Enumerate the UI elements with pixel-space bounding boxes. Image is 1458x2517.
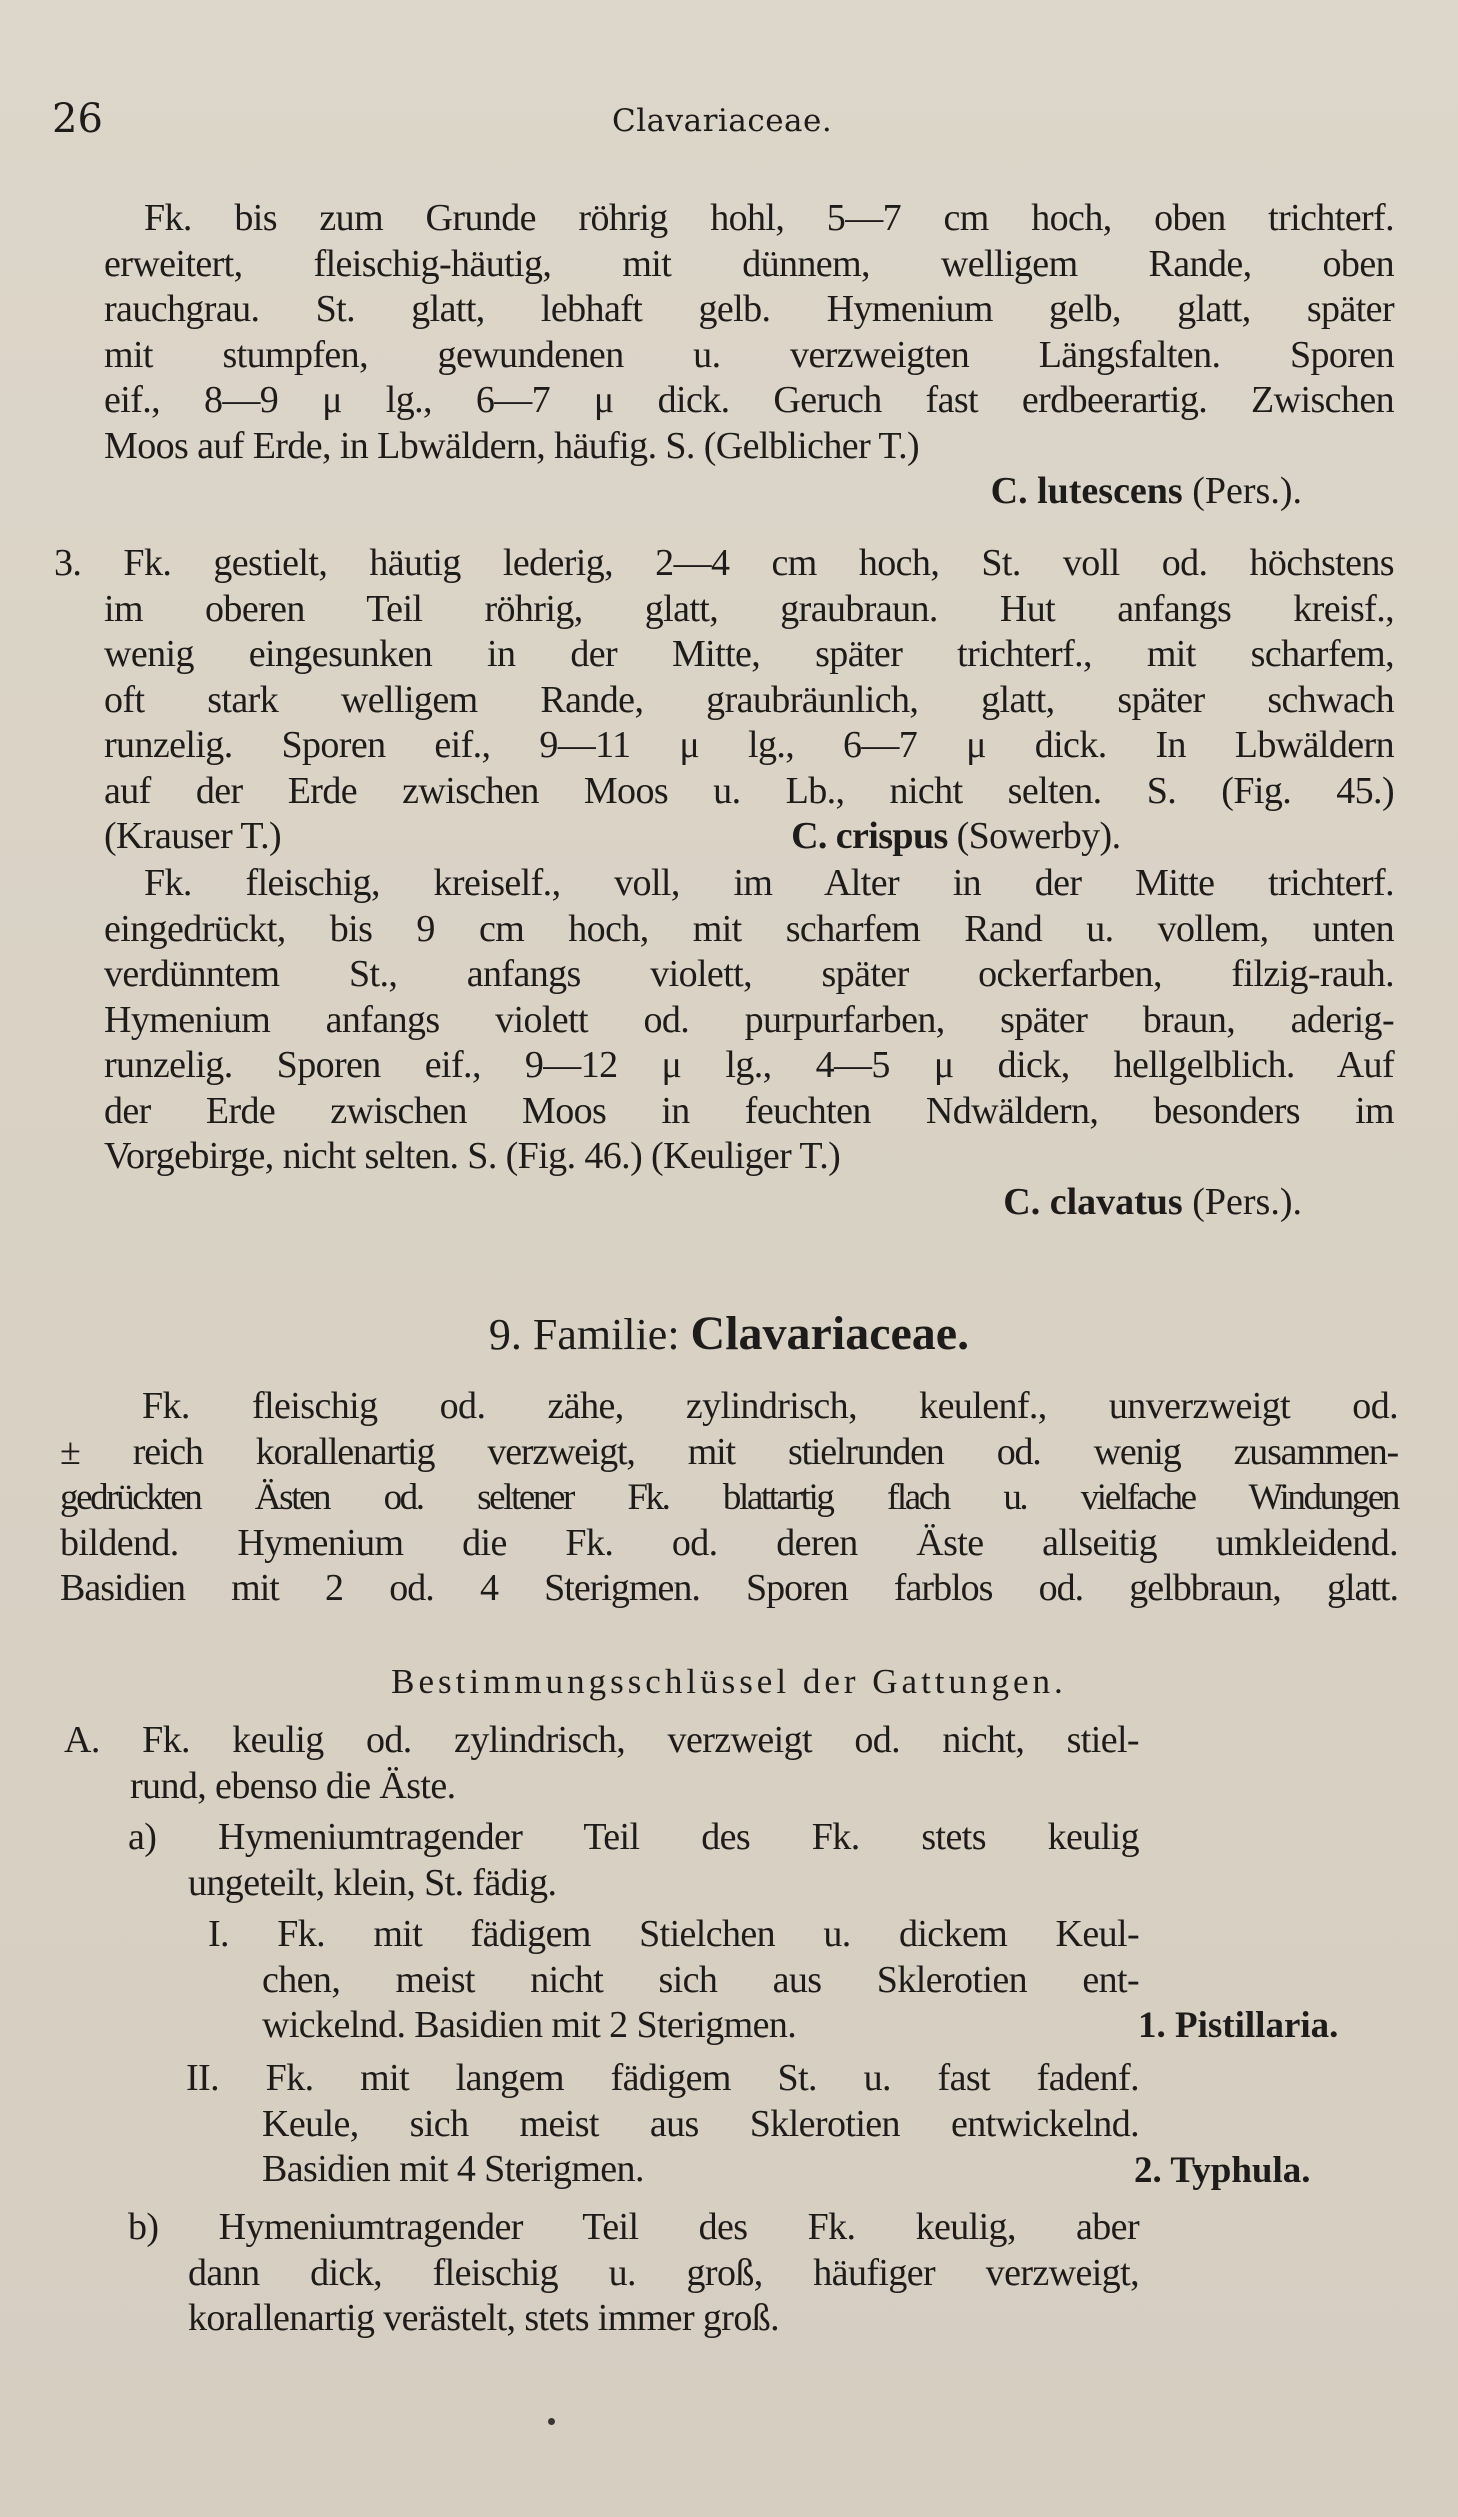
text-line: rauchgrau. St. glatt, lebhaft gelb. Hymenium gelb, glatt, später [104,288,1394,330]
text-line: chen, meist nicht sich aus Sklerotien ent- [262,1958,1139,2001]
text-line: gedrückten Ästen od. seltener Fk. blattartig flach u. vielfache Windungen [60,1477,1398,1518]
key-item-I [208,1912,1139,2049]
print-speck [548,2418,555,2425]
text-line: mit stumpfen, gewundenen u. verzweigten Längsfalten. Sporen [104,333,1394,376]
key-item-A [64,1718,1139,1809]
species-line [54,814,1394,860]
common-name: (Krauser T.) [104,815,282,857]
text-line: wickelnd. Basidien mit 2 Sterigmen. [262,2004,797,2046]
text-line: Hymenium anfangs violett od. purpurfarben, später braun, aderig- [104,998,1394,1041]
species-author: (Sowerby). [956,815,1121,857]
species-name: C. crispus [791,815,948,857]
text-line: I. Fk. mit fädigem Stielchen u. dickem Keul- [208,1913,1139,1955]
key-item-b [128,2205,1139,2342]
text-line: eingedrückt, bis 9 cm hoch, mit scharfem Rand u. vollem, unten [104,907,1394,950]
genus-pistillaria: 1. Pistillaria. [1138,2005,1339,2046]
key-item-a [128,1815,1139,1906]
text-line: Moos auf Erde, in Lbwäldern, häufig. S. (Gelblicher T.) [104,424,920,467]
text-line: II. Fk. mit langem fädigem St. u. fast fadenf. [186,2057,1139,2099]
key-item-II [186,2056,1139,2193]
text-line: Fk. bis zum Grunde röhrig hohl, 5—7 cm hoch, oben trichterf. [144,197,1394,239]
species-author: (Pers.). [1192,470,1302,512]
page-number: 26 [52,96,103,142]
text-line: Basidien mit 2 od. 4 Sterigmen. Sporen farblos od. gelbbraun, glatt. [60,1567,1398,1609]
key-heading: Bestimmungsschlüssel der Gattungen. [391,1662,1067,1701]
family-heading [0,1306,1458,1361]
family-name: Clavariaceae. [690,1307,970,1360]
text-line: auf der Erde zwischen Moos u. Lb., nicht selten. S. (Fig. 45.) [104,769,1394,812]
text-line: rund, ebenso die Äste. [130,1764,456,1807]
text-line: Fk. fleischig, kreiself., voll, im Alter in der Mitte trichterf. [144,862,1394,904]
text-line: dann dick, fleischig u. groß, häufiger verzweigt, [188,2251,1139,2294]
text-line: Basidien mit 4 Sterigmen. [262,2148,644,2190]
clavatus-description [104,861,1394,1225]
text-line: oft stark welligem Rande, graubräunlich, glatt, später schwach [104,678,1394,721]
genus-typhula: 2. Typhula. [1134,2150,1311,2191]
text-line: erweitert, fleischig-häutig, mit dünnem, welligem Rande, oben [104,242,1394,285]
text-line: Vorgebirge, nicht selten. S. (Fig. 46.) (Keuliger T.) [104,1135,841,1177]
family-prefix: 9. Familie: [488,1310,680,1359]
text-line: b) Hymeniumtragender Teil des Fk. keulig, aber [128,2206,1139,2248]
text-line: wenig eingesunken in der Mitte, später trichterf., mit scharfem, [104,633,1394,675]
species-line [104,1180,1394,1226]
text-line: 3. Fk. gestielt, häutig lederig, 2—4 cm hoch, St. voll od. höchstens [54,542,1394,584]
text-line: runzelig. Sporen eif., 9—12 μ lg., 4—5 μ dick, hellgelblich. Auf [104,1044,1394,1086]
text-line: verdünntem St., anfangs violett, später ockerfarben, filzig-rauh. [104,953,1394,995]
text-line: im oberen Teil röhrig, glatt, graubraun. Hut anfangs kreisf., [104,587,1394,630]
species-line [104,469,1394,515]
text-line: Keule, sich meist aus Sklerotien entwickelnd. [262,2102,1139,2145]
text-line: eif., 8—9 μ lg., 6—7 μ dick. Geruch fast erdbeerartig. Zwischen [104,379,1394,421]
crispus-description [54,541,1394,860]
text-line: ungeteilt, klein, St. fädig. [188,1861,557,1904]
running-title: Clavariaceae. [612,103,833,139]
text-line: Fk. fleischig od. zähe, zylindrisch, keulenf., unverzweigt od. [142,1385,1398,1427]
family-description [60,1384,1398,1612]
species-name: C. lutescens [990,470,1183,512]
lutescens-description [104,196,1394,515]
text-line: bildend. Hymenium die Fk. od. deren Äste allseitig umkleidend. [60,1521,1398,1564]
text-line: runzelig. Sporen eif., 9—11 μ lg., 6—7 μ dick. In Lbwäldern [104,724,1394,766]
text-line: a) Hymeniumtragender Teil des Fk. stets keulig [128,1816,1139,1858]
text-line: korallenartig verästelt, stets immer groß. [188,2297,780,2339]
text-line: der Erde zwischen Moos in feuchten Ndwäldern, besonders im [104,1089,1394,1132]
species-name: C. clavatus [1003,1180,1183,1223]
text-line: A. Fk. keulig od. zylindrisch, verzweigt od. nicht, stiel- [64,1719,1139,1761]
text-line: ± reich korallenartig verzweigt, mit stielrunden od. wenig zusammen- [60,1430,1398,1473]
species-author: (Pers.). [1192,1180,1302,1223]
